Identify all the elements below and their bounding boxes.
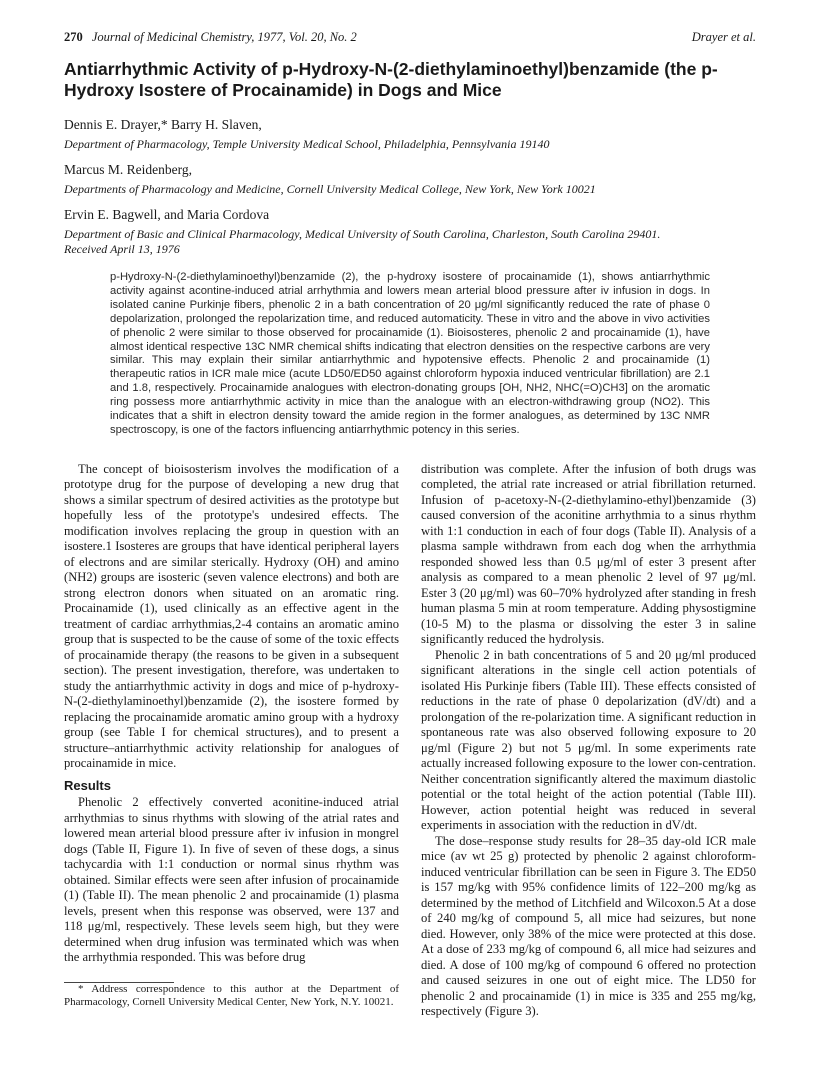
running-head: [64, 30, 756, 45]
affiliation-1: Department of Pharmacology, Temple University Medical School, Philadelphia, Pennsylvania 19140: [64, 137, 550, 151]
article-title: Antiarrhythmic Activity of p-Hydroxy-N-(2-diethylaminoethyl)benzamide (the p-Hydroxy Isostere of Procainamide) in Dogs and Mice: [64, 59, 718, 100]
running-head-left: [64, 30, 357, 45]
left-column: [64, 462, 399, 1020]
body-columns: [64, 462, 756, 1020]
affiliation-2: Departments of Pharmacology and Medicine, Cornell University Medical College, New York, New York 10021: [64, 182, 596, 196]
paper-page: [64, 30, 756, 1020]
author-names-1: Dennis E. Drayer,* Barry H. Slaven,: [64, 117, 262, 132]
abstract: p-Hydroxy-N-(2-diethylaminoethyl)benzamide (2), the p-hydroxy isostere of procainamide (1), shows antiarrhythmic activity against acontine-induced atrial arrhythmia and lowers mean arterial blood pressure after iv infusion in dogs. In isolated canine Purkinje fibers, phenolic 2 in a bath concentration of 20 μg/ml significantly reduced the rate of phase 0 depolarization, prolonged the repolarization time, and reduced automaticity. These in vitro and the above in vivo activities of phenolic 2 were similar to those observed for procainamide (1). Bioisosteres, phenolic 2 and procainamide (1), have almost identical respective 13C NMR chemical shifts indicating that electron densities on the respective carbons are very similar. This may explain their similar antiarrhythmic and hypotensive effects. Phenolic 2 and procainamide (1) therapeutic ratios in ICR male mice (acute LD50/ED50 against chloroform hypoxia induced ventricular fibrillation) are 2.1 and 1.8, respectively. Procainamide analogues with electron-donating groups [OH, NH2, NHC(=O)CH3] on the aromatic ring possess more antiarrhythmic activity in mice than the analogue with an electron-withdrawing group (NO2). This indicates that a shift in electron density toward the amide region in the former analogues, as determined by 13C NMR spectroscopy, is one of the factors influencing antiarrhythmic potency in this series.: [110, 271, 710, 436]
affiliation-3: Department of Basic and Clinical Pharmacology, Medical University of South Carolina, Charleston, South Carolina 29401.: [64, 227, 661, 241]
received-date: Received April 13, 1976: [64, 242, 180, 256]
page-number: 270: [64, 30, 83, 44]
results-heading: Results: [64, 777, 111, 793]
journal-citation: Journal of Medicinal Chemistry, 1977, Vol. 20, No. 2: [91, 30, 357, 44]
running-head-authors: Drayer et al.: [691, 30, 756, 44]
right-column: [421, 462, 756, 1020]
correspondence-footnote: * Address correspondence to this author at the Department of Pharmacology, Cornell University Medical Center, New York, N.Y. 10021.: [64, 982, 399, 1008]
purkinje-paragraph: Phenolic 2 in bath concentrations of 5 and 20 μg/ml produced significant alterations in the single cell action potentials of isolated His Purkinje fibers (Table III). These effects consisted of reductions in the rate of phase 0 depolarization (dV/dt) and a prolongation of the re-polarization time. A significant reduction in spontaneous rate was also observed following exposure to 20 μg/ml (Figure 2) but not 5 μg/ml. In some experiments rate actually increased following exposure to the lower con-centration. Neither concentration significantly altered the maximum diastolic potential or the total height of the action potential (Table III). However, action potential height was reduced in several experiments in association with the reduction in dV/dt.: [421, 647, 756, 833]
results-continued-paragraph: distribution was complete. After the infusion of both drugs was completed, the atrial rate increased or atrial fibrillation returned. Infusion of p-acetoxy-N-(2-diethylamino-ethyl)benzamide (3) caused conversion of the aconitine arrhythmia to a sinus rhythm with 1:1 conduction in each of four dogs (Table II). Analysis of a plasma sample withdrawn from each dog when the arrhythmia responded showed less than 0.5 μg/ml of ester 3 present after analysis as compared to a mean phenolic 2 level of 97 μg/ml. Ester 3 (20 μg/ml) was 60–70% hydrolyzed after standing in fresh human plasma 5 min at room temperature. Adding physostigmine (10-5 M) to the plasma or dissolving the ester 3 in saline significantly reduced the hydrolysis.: [421, 461, 756, 647]
introduction-paragraph: The concept of bioisosterism involves the modification of a prototype drug for the purpose of developing a new drug that shows a similar spectrum of desired activities as the prototype but hopefully less of the prototype's undesired effects. The modification involves replacing the group in question with an isostere.1 Isosteres are groups that have identical peripheral layers of electrons and are similar sterically. Hydroxy (OH) and amino (NH2) groups are isosteric (seven valence electrons) and both are strong electron donors when situated on an aromatic ring. Procainamide (1), used clinically as an effective agent in the treatment of cardiac arrhythmias,2-4 contains an aromatic amino group that is suspected to be the cause of some of the toxic effects of procainamide therapy (the reasons to be given in a subsequent section). The present investigation, therefore, was undertaken to study the antiarrhythmic activity in dogs and mice of p-hydroxy-N-(2-diethylaminoethyl)benzamide (2), the isostere formed by replacing the procainamide aromatic amino group with a hydroxy group (see Table I for chemical structures), and to present a structure–antiarrhythmic activity relationship for analogues of procainamide in mice.: [64, 461, 399, 771]
author-names-2: Marcus M. Reidenberg,: [64, 162, 192, 177]
results-paragraph: Phenolic 2 effectively converted aconitine-induced atrial arrhythmias to sinus rhythms with slowing of the atrial rates and lowered mean arterial blood pressure after iv infusion in mongrel dogs (Table II, Figure 1). In five of seven of these dogs, a sinus tachycardia with 1:1 conduction or normal sinus rhythm was obtained. Similar effects were seen after infusion of procainamide (1) (Table II). The mean phenolic 2 and procainamide (1) plasma levels, present when this response was observed, were 137 and 118 μg/ml, respectively. These levels seem high, but they were determined when drug infusion was terminated which was when the arrhythmia responded. This was before drug: [64, 795, 399, 965]
dose-response-paragraph: The dose–response study results for 28–35 day-old ICR male mice (av wt 25 g) protected by phenolic 2 against chloroform-induced ventricular fibrillation can be seen in Figure 3. The ED50 is 157 mg/kg with 95% confidence limits of 122–200 mg/kg as determined by the method of Litchfield and Wilcoxon.5 At a dose of 240 mg/kg of compound 5, all mice had seizures, but none died. However, only 38% of the mice were protected at this dose. At a dose of 233 mg/kg of compound 6, all mice had seizures and died. A dose of 100 mg/kg of compound 6 offered no protection and caused seizures in one out of eight mice. The LD50 for phenolic 2 and procainamide (1) in mice is 335 and 255 mg/kg, respectively (Figure 3).: [421, 833, 756, 1019]
author-block: [64, 117, 756, 257]
author-names-3: Ervin E. Bagwell, and Maria Cordova: [64, 207, 270, 222]
